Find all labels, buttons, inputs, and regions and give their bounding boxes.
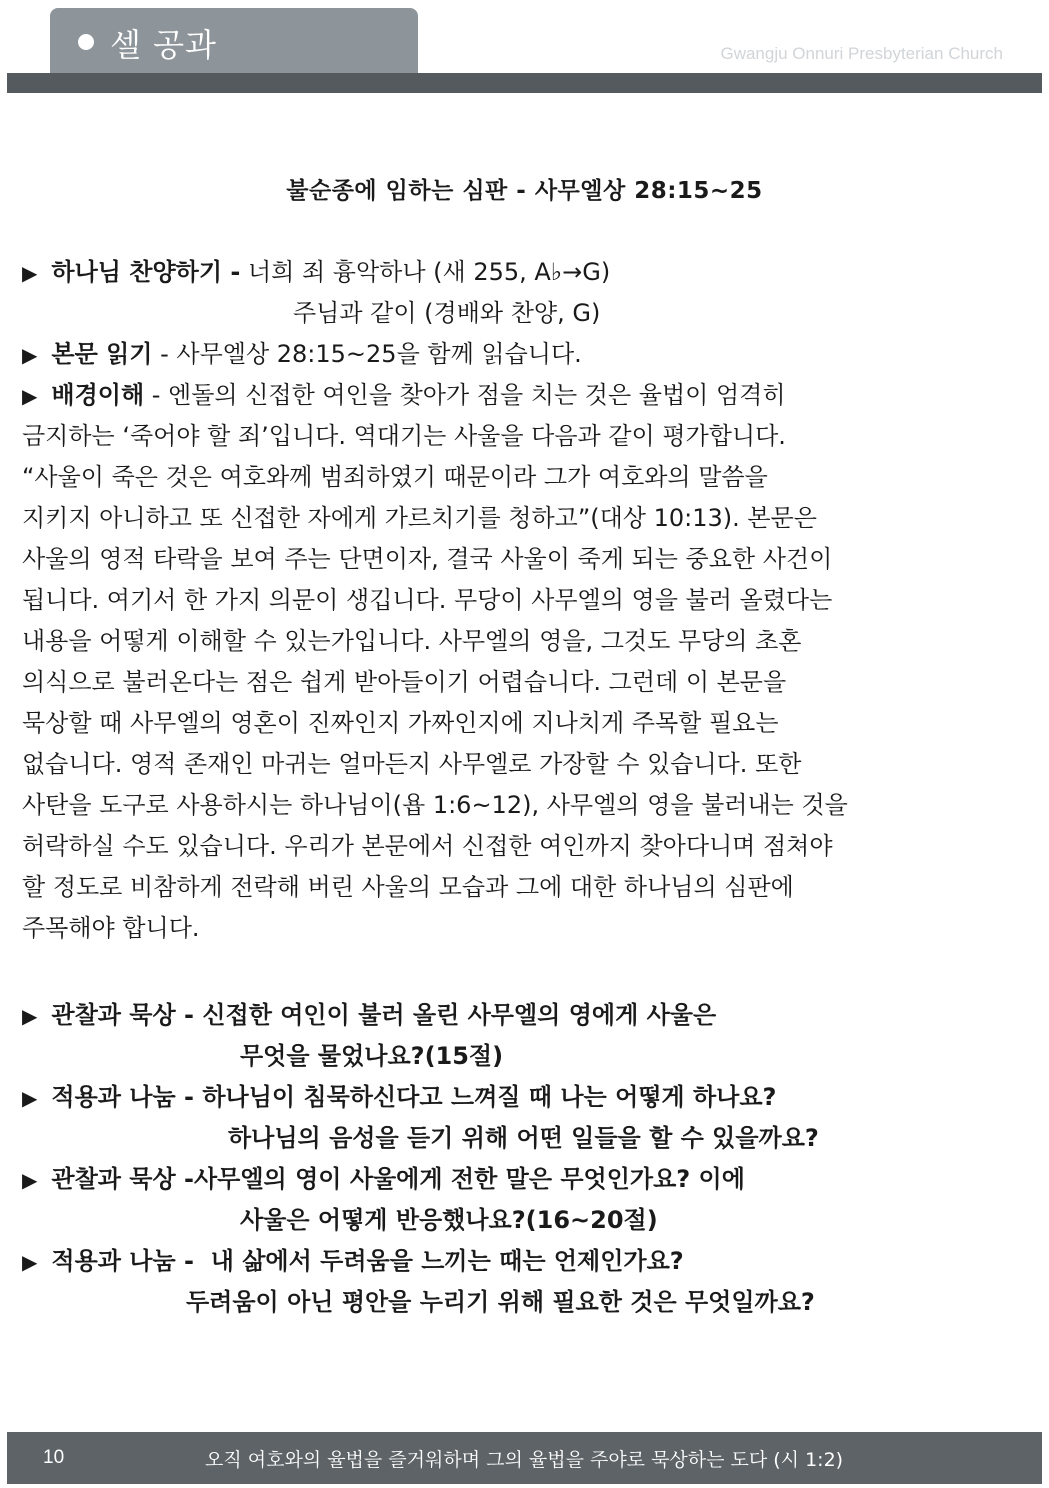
reading-line [22,339,582,370]
background-text: 할 정도로 비참하게 전락해 버린 사울의 모습과 그에 대한 하나님의 심판에 [22,873,794,901]
background-label: 배경이해 [51,381,145,409]
page-number: 10 [43,1447,65,1468]
question-text-cont: 무엇을 물었나요?(15절) [240,1042,504,1070]
background-text: 주목해야 합니다. [22,914,200,942]
background-text: 내용을 어떻게 이해할 수 있는가입니다. 사무엘의 영을, 그것도 무당의 초혼 [22,627,802,655]
background-text: 금지하는 ‘죽어야 할 죄’입니다. 역대기는 사울을 다음과 같이 평가합니다. [22,422,786,450]
background-text: 지키지 아니하고 또 신접한 자에게 가르치기를 청하고”(대상 10:13). 본문은 [22,504,817,532]
praise-line [22,257,610,288]
question-text: 사무엘의 영이 사울에게 전한 말은 무엇인가요? 이에 [194,1165,745,1193]
background-text: “사울이 죽은 것은 여호와께 범죄하였기 때문이라 그가 여호와의 말씀을 [22,463,768,491]
background-text: 됩니다. 여기서 한 가지 의문이 생깁니다. 무당이 사무엘의 영을 불러 올렸다는 [22,586,833,614]
question-sep: - [175,1165,194,1193]
question-label: 적용과 나눔 [51,1083,176,1111]
background-text: 허락하실 수도 있습니다. 우리가 본문에서 신접한 여인까지 찾아다니며 점쳐야 [22,832,833,860]
question-sep: - [175,1001,203,1029]
praise-song-1: 너희 죄 흉악하나 (새 255, A♭→G) [248,258,611,286]
background-text: 없습니다. 영적 존재인 마귀는 얼마든지 사무엘로 가장할 수 있습니다. 또한 [22,750,802,778]
background-text: 묵상할 때 사무엘의 영혼이 진짜인지 가짜인지에 지나치게 주목할 필요는 [22,709,779,737]
question-text-cont: 하나님의 음성을 듣기 위해 어떤 일들을 할 수 있을까요? [228,1124,819,1152]
question-label: 적용과 나눔 [51,1247,176,1275]
praise-label: 하나님 찬양하기 - [51,258,241,286]
question-label: 관찰과 묵상 [51,1001,176,1029]
question-text-cont: 두려움이 아닌 평안을 누리기 위해 필요한 것은 무엇일까요? [186,1288,815,1316]
question-sep: - [175,1083,203,1111]
bullet-icon [78,34,94,50]
arrow-icon: ▶ [22,1004,38,1028]
background-first: - 엔돌의 신접한 여인을 찾아가 점을 치는 것은 율법이 엄격히 [144,381,786,409]
background-text: 사탄을 도구로 사용하시는 하나님이(욥 1:6~12), 사무엘의 영을 불러내는 것을 [22,791,848,819]
question-text: 하나님이 침묵하신다고 느껴질 때 나는 어떻게 하나요? [202,1083,777,1111]
church-name: Gwangju Onnuri Presbyterian Church [720,44,1003,63]
question-item [22,1164,745,1195]
question-label: 관찰과 묵상 [51,1165,176,1193]
header-bar [7,73,1042,93]
question-text: 내 삶에서 두려움을 느끼는 때는 언제인가요? [210,1247,684,1275]
reading-label: 본문 읽기 [51,340,153,368]
question-text: 신접한 여인이 불러 올린 사무엘의 영에게 사울은 [202,1001,717,1029]
question-text-cont: 사울은 어떻게 반응했나요?(16~20절) [240,1206,658,1234]
arrow-icon: ▶ [22,261,38,285]
question-sep: - [175,1247,211,1275]
praise-song-2: 주님과 같이 (경배와 찬양, G) [293,299,601,327]
arrow-icon: ▶ [22,343,38,367]
arrow-icon: ▶ [22,1168,38,1192]
header-tab [50,8,418,74]
background-text: 의식으로 불러온다는 점은 쉽게 받아들이기 어렵습니다. 그런데 이 본문을 [22,668,787,696]
footer-verse: 오직 여호와의 율법을 즐거워하며 그의 율법을 주야로 묵상하는 도다 (시 1:2) [205,1449,844,1471]
arrow-icon: ▶ [22,384,38,408]
background-text: 사울의 영적 타락을 보여 주는 단면이자, 결국 사울이 죽게 되는 중요한 사건이 [22,545,833,573]
reading-text: - 사무엘상 28:15~25을 함께 읽습니다. [152,340,582,368]
section-title: 셀 공과 [110,26,217,64]
background-line [22,380,786,411]
arrow-icon: ▶ [22,1250,38,1274]
question-item [22,1082,776,1113]
question-item [22,1246,684,1277]
arrow-icon: ▶ [22,1086,38,1110]
question-item [22,1000,716,1031]
page-title: 불순종에 임하는 심판 - 사무엘상 28:15~25 [286,178,763,204]
